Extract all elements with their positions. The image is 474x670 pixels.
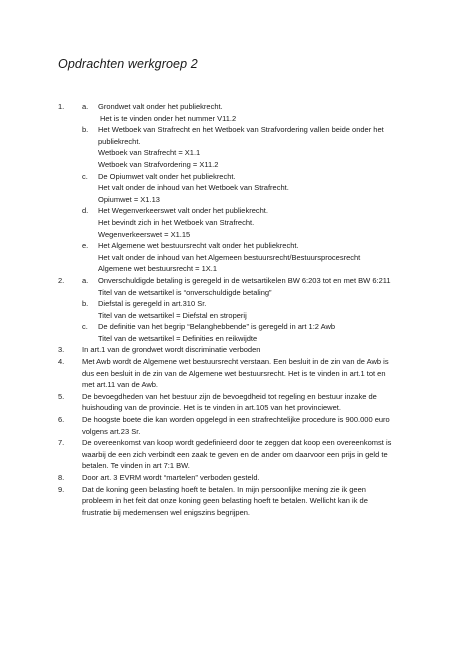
answer-line: Algemene wet bestuursrecht = 1X.1 — [98, 264, 218, 274]
answer-label: d. — [82, 206, 89, 216]
answer-2c — [82, 321, 430, 344]
answer-line: Door art. 3 EVRM wordt “martelen” verboden gesteld. — [82, 473, 260, 482]
question-3 — [58, 344, 430, 356]
answer-label: a. — [82, 275, 89, 285]
answer-line: Opiumwet = X1.13 — [98, 194, 160, 204]
question-5 — [58, 391, 430, 414]
answer-2b — [82, 298, 430, 321]
question-1 — [58, 101, 430, 275]
answer-line: Dat de koning geen belasting hoeft te betalen. In mijn persoonlijke mening zie ik geen — [82, 484, 366, 494]
answer-line: De definitie van het begrip “Belanghebbende” is geregeld in art 1:2 Awb — [98, 322, 336, 332]
answer-line: probleem in het feit dat onze koning geen belasting hoeft te betalen. Wellicht kan ik de — [82, 496, 368, 506]
answer-1a — [82, 101, 430, 124]
answer-1b — [82, 124, 430, 170]
answer-1d — [82, 205, 430, 240]
answer-line: Titel van de wetsartikel = Definities en reikwijdte — [98, 333, 258, 343]
answer-line: publiekrecht. — [98, 136, 141, 146]
answer-line: Met Awb wordt de Algemene wet bestuursrecht verstaan. Een besluit in de zin van de Awb is — [82, 357, 389, 367]
question-number: 6. — [58, 415, 65, 425]
answer-line: met art.11 van de Awb. — [82, 380, 159, 390]
question-number: 5. — [58, 391, 65, 401]
answer-line: Titel van de wetsartikel is “onverschuldigde betaling” — [98, 287, 272, 297]
answer-line: Het valt onder de inhoud van het Wetboek van Strafrecht. — [98, 183, 289, 193]
answer-line: Wegenverkeerswet = X1.15 — [98, 229, 191, 239]
question-number: 3. — [58, 345, 65, 355]
answer-line: De bevoegdheden van het bestuur zijn de bevoegdheid tot regeling en bestuur inzake de — [82, 391, 377, 401]
question-8 — [58, 472, 430, 484]
answer-line: dus een besluit in de zin van de Algemene wet bestuursrecht. Het is te vinden in art.1 tot en — [82, 368, 386, 378]
answer-line: Diefstal is geregeld in art.310 Sr. — [98, 299, 207, 309]
page-title: Opdrachten werkgroep 2 — [58, 57, 198, 71]
answer-2a — [82, 275, 430, 298]
answer-line: Titel van de wetsartikel = Diefstal en stroperij — [98, 310, 247, 320]
answer-line: In art.1 van de grondwet wordt discriminatie verboden — [82, 345, 261, 355]
answer-line: volgens art.23 Sr. — [82, 426, 141, 436]
question-2-answers — [82, 275, 430, 345]
answer-line: waarbij de een zich verbindt een zaak te geven en de ander om daarvoor een prijs in geld te — [82, 449, 388, 459]
answer-label: c. — [82, 322, 88, 332]
question-number: 2. — [58, 275, 65, 285]
question-number: 8. — [58, 473, 65, 482]
answer-line: Het is te vinden onder het nummer V11.2 — [100, 113, 237, 123]
answer-line: frustratie bij medemensen wel enigszins begrijpen. — [82, 507, 251, 517]
answer-label: a. — [82, 102, 89, 111]
answer-label: b. — [82, 125, 89, 135]
answer-line: Grondwet valt onder het publiekrecht. — [98, 102, 223, 111]
answer-line: Het Wegenverkeerswet valt onder het publiekrecht. — [98, 206, 268, 216]
question-1-answers — [82, 101, 430, 275]
question-7 — [58, 437, 430, 472]
answer-label: b. — [82, 299, 89, 309]
question-2 — [58, 275, 430, 345]
question-9 — [58, 484, 430, 519]
answer-1e — [82, 240, 430, 275]
answer-line: Wetboek van Strafvordering = X11.2 — [98, 159, 219, 169]
question-4 — [58, 356, 430, 391]
question-number: 4. — [58, 357, 65, 367]
answer-line: De Opiumwet valt onder het publiekrecht. — [98, 171, 236, 181]
answer-line: Het Algemene wet bestuursrecht valt onder het publiekrecht. — [98, 241, 299, 251]
answer-line: huishouding van de provincie. Het is te vinden in art.105 van het provinciewet. — [82, 403, 341, 413]
answer-line: Onverschuldigde betaling is geregeld in de wetsartikelen BW 6:203 tot en met BW 6:211 — [98, 275, 391, 285]
answer-line: betalen. Te vinden in art 7:1 BW. — [82, 461, 190, 471]
answer-1c — [82, 171, 430, 206]
answer-label: c. — [82, 171, 88, 181]
question-number: 9. — [58, 484, 65, 494]
answer-line: Het valt onder de inhoud van het Algemeen bestuursrecht/Bestuursprocesrecht — [98, 252, 361, 262]
question-number: 7. — [58, 438, 65, 448]
answer-line: De overeenkomst van koop wordt gedefinieerd door te zeggen dat koop een overeenkomst is — [82, 438, 392, 448]
document-body — [58, 101, 430, 518]
answer-line: Het bevindt zich in het Wetboek van Strafrecht. — [98, 217, 255, 227]
answer-line: De hoogste boete die kan worden opgelegd in een strafrechtelijke procedure is 900.000 euro — [82, 415, 390, 425]
answer-line: Wetboek van Strafrecht = X1.1 — [98, 148, 201, 158]
question-6 — [58, 414, 430, 437]
answer-line: Het Wetboek van Strafrecht en het Wetboek van Strafvordering vallen beide onder het — [98, 125, 384, 135]
answer-label: e. — [82, 241, 89, 251]
question-number: 1. — [58, 102, 65, 111]
